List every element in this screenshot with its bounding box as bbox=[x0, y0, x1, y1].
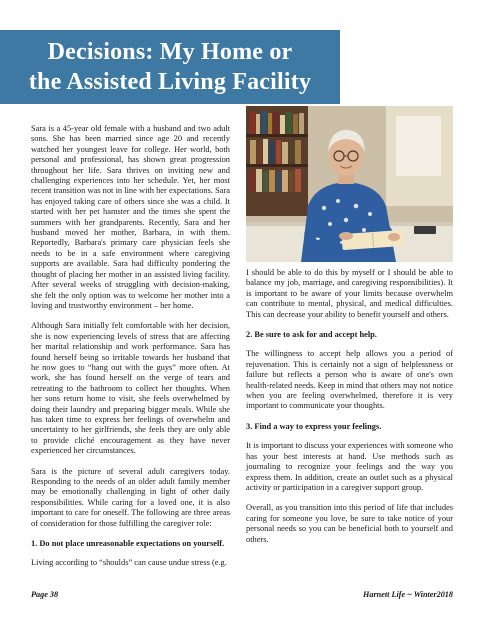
photo-illustration bbox=[246, 106, 453, 262]
elderly-woman-writing-photo bbox=[246, 106, 453, 262]
section-heading-2: 2. Be sure to ask for and accept help. bbox=[246, 330, 377, 340]
paragraph: Living according to “shoulds” can cause undue stress (e.g. bbox=[31, 558, 227, 568]
paragraph: Sara is the picture of several adult caregivers today. Responding to the needs of an older adult family member may be emotionally challenging in light of other daily responsibilities. While caring for a loved one, it is also important to care for oneself. The following are three areas of consideration for those fulfilling the caregiver role: bbox=[31, 466, 230, 528]
paragraph: It is important to discuss your experiences with someone who has your best interests at hand. Use methods such as journaling to recognize your feelings and the way you express them. In addition, create an outlet such as a physical activity or participation in a caregiver support group. bbox=[246, 441, 453, 492]
publication-name: Harnett Life ~ Winter2018 bbox=[363, 590, 453, 599]
paragraph: The willingness to accept help allows you a period of rejuvenation. This is certainly not a sign of helplessness or failure but reflects a person who is aware of one's own health-related needs. Keep in mind that others may not notice when you are feeling overwhelmed, therefore it is very important to communicate your thoughts. bbox=[246, 349, 453, 411]
paragraph: I should be able to do this by myself or I should be able to balance my job, marriage, and caregiving responsibilities). It is important to be aware of your limits because overwhelm can contribute to mental, physical, and medical difficulties. This can decrease your ability to benefit yourself and others. bbox=[246, 268, 453, 319]
page-number: Page 38 bbox=[31, 590, 59, 599]
paragraph: Sara is a 45-year old female with a husband and two adult sons. She has been married since age 20 and recently watched her youngest leave for college. Her world, both personal and professional, has shown great progression throughout her life. Sara thrives on inviting new and challenging experiences into her schedule. Yet, her most recent transition was not in line with her expectations. Sara has enjoyed taking care of others since she was a child. It started with her pet hamster and the times she spent the summers with her grandparents. Recently, Sara and her husband moved her mother, Barbara, in with them. Reportedly, Barbara's primary care physician feels she needs to be in a safe environment where caregiving supports are available. Sara had difficulty pondering the thought of placing her mother in an assisted living facility. After several weeks of struggling with decision-making, she felt the only option was to welcome her mother into a loving and trustworthy environment – her home. bbox=[31, 124, 230, 310]
title-banner bbox=[0, 30, 340, 104]
section-heading-1: 1. Do not place unreasonable expectations on yourself. bbox=[31, 539, 225, 549]
title-line-2: the Assisted Living Facility bbox=[28, 69, 312, 95]
right-column bbox=[246, 268, 453, 555]
paragraph: Overall, as you transition into this period of life that includes caring for someone you love, be sure to take notice of your personal needs so you can be beneficial both to yourself and others. bbox=[246, 503, 453, 544]
section-heading-3: 3. Find a way to express your feelings. bbox=[246, 421, 382, 431]
paragraph: Although Sara initially felt comfortable with her decision, she is now experiencing levels of stress that are affecting her marital relationship and work performance. Sara has found herself being so irritable towards her husband that he now goes to “hang out with the guys” more often. At work, she has found herself on the verge of tears and retreating to the bathroom to collect her thoughts. When her sons return home to visit, she feels overwhelmed by doing their laundry and preparing bigger meals. While she has taken time to express her feelings of overwhelm and uncertainty to her girlfriends, she feels they are only able to provide cliché encouragement as they have never experienced her circumstances. bbox=[31, 321, 230, 456]
left-column bbox=[31, 124, 230, 579]
title-line-1: Decisions: My Home or bbox=[47, 39, 293, 65]
